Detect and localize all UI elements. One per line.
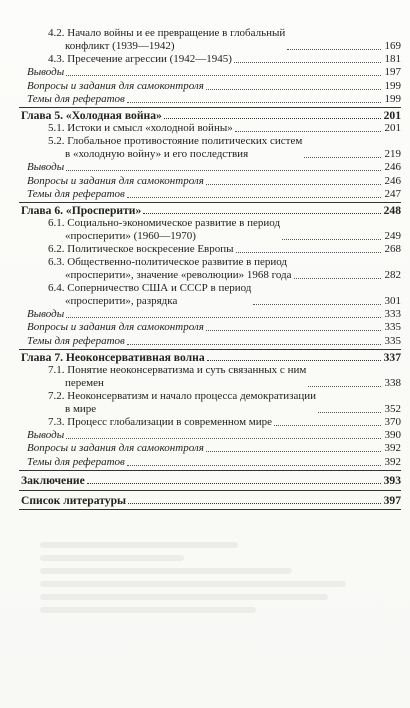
toc-page-number: 282	[384, 269, 401, 282]
toc-entry-title: Выводы	[27, 161, 65, 174]
toc-entry-title: Заключение	[21, 473, 85, 487]
dot-leader	[66, 75, 381, 76]
toc-section-entry	[19, 27, 401, 53]
toc-entry-title: 6.4. Соперничество США и СССР в период «просперити», разрядка	[48, 282, 252, 308]
toc-chapter-aux-entry	[19, 161, 401, 174]
dot-leader	[274, 425, 381, 426]
toc-entry-title: 6.3. Общественно-политическое развитие в период «просперити», значение «революции» 1968 года	[48, 256, 292, 282]
toc-chapter-aux-entry	[19, 334, 401, 347]
toc-chapter-aux-entry	[19, 66, 401, 79]
toc-page-number: 248	[383, 203, 401, 217]
dot-leader	[87, 483, 381, 484]
toc-chapter-heading	[19, 107, 401, 122]
toc-entry-title: Выводы	[27, 308, 65, 321]
toc-page-number: 390	[384, 429, 401, 442]
toc-entry-title: Темы для рефератов	[27, 455, 125, 468]
toc-entry-title: Вопросы и задания для самоконтроля	[27, 79, 204, 92]
toc-entry-title: Вопросы и задания для самоконтроля	[27, 321, 204, 334]
toc-entry-title: 4.3. Пресечение агрессии (1942—1945)	[48, 53, 232, 66]
toc-section-entry	[19, 53, 401, 66]
dot-leader	[318, 412, 381, 413]
dot-leader	[66, 438, 381, 439]
toc-page-number: 246	[384, 174, 401, 187]
toc-chapter-aux-entry	[19, 93, 401, 106]
toc-entry-title: 6.1. Социально-экономическое развитие в период «просперити» (1960—1970)	[48, 216, 281, 242]
dot-leader	[308, 386, 381, 387]
toc-entry-title: 6.2. Политическое воскресение Европы	[48, 243, 234, 256]
toc-section-entry	[19, 243, 401, 256]
toc-chapter-aux-entry	[19, 308, 401, 321]
toc-entry-title: Темы для рефератов	[27, 334, 125, 347]
toc-page-number: 201	[383, 108, 401, 122]
dot-leader	[206, 89, 381, 90]
toc-section-entry	[19, 217, 401, 243]
dot-leader	[127, 197, 381, 198]
dot-leader	[206, 184, 381, 185]
toc-page-number: 219	[384, 148, 401, 161]
toc-back-matter-entry	[19, 490, 401, 509]
toc-chapter-heading	[19, 349, 401, 364]
toc-back-matter-entry	[19, 470, 401, 489]
toc-page-number: 393	[383, 473, 401, 487]
toc-section-entry	[19, 282, 401, 308]
toc-page-number: 201	[384, 122, 401, 135]
toc-page-number: 392	[384, 455, 401, 468]
toc-entry-title: Темы для рефератов	[27, 187, 125, 200]
toc-page-number: 197	[384, 66, 401, 79]
rule-line	[19, 509, 401, 510]
toc-page-number: 392	[384, 442, 401, 455]
toc-entry-title: 5.1. Истоки и смысл «холодной войны»	[48, 122, 233, 135]
toc-entry-title: 7.1. Понятие неоконсерватизма и суть связанных с ним перемен	[48, 363, 307, 389]
toc-entry-title: Темы для рефератов	[27, 92, 125, 105]
dot-leader	[164, 118, 381, 119]
dot-leader	[127, 344, 381, 345]
toc-page-number: 249	[384, 229, 401, 242]
toc-section-entry	[19, 364, 401, 390]
toc-page-number: 352	[384, 402, 401, 415]
toc-entry-title: Список литературы	[21, 493, 127, 507]
toc-page-number: 337	[383, 350, 401, 364]
toc-chapter-aux-entry	[19, 455, 401, 468]
toc-page-number: 335	[384, 321, 401, 334]
toc-page-number: 338	[384, 376, 401, 389]
dot-leader	[287, 49, 381, 50]
dot-leader	[127, 102, 381, 103]
dot-leader	[128, 503, 381, 504]
toc-page-number: 169	[384, 40, 401, 52]
dot-leader	[206, 330, 381, 331]
toc-entry-title: Глава 6. «Просперити»	[21, 203, 142, 217]
toc-page-number: 268	[384, 243, 401, 256]
toc-page-number: 370	[384, 416, 401, 428]
dot-leader	[236, 252, 381, 253]
toc-chapter-aux-entry	[19, 174, 401, 187]
toc-entry-title: 7.2. Неоконсерватизм и начало процесса демократизации в мире	[48, 389, 317, 415]
toc-entry-title: Выводы	[27, 66, 65, 79]
toc-section-entry	[19, 256, 401, 282]
toc-chapter-aux-entry	[19, 79, 401, 92]
toc-section-entry	[19, 122, 401, 135]
toc-page-number: 199	[384, 79, 401, 92]
dot-leader	[206, 451, 381, 452]
toc-entry-title: Глава 5. «Холодная война»	[21, 108, 162, 122]
toc-section-entry	[19, 390, 401, 416]
toc-chapter-aux-entry	[19, 429, 401, 442]
toc-entry-title: 4.2. Начало войны и ее превращение в глобальный конфликт (1939—1942)	[48, 27, 286, 52]
toc-page-number: 333	[384, 308, 401, 321]
toc-page-number: 397	[383, 493, 401, 507]
toc-page-number: 247	[384, 187, 401, 200]
toc-entry-title: 5.2. Глобальное противостояние политических систем в «холодную войну» и его последствия	[48, 135, 303, 161]
bleed-through-text	[40, 535, 400, 685]
dot-leader	[66, 170, 381, 171]
toc-page-number: 181	[384, 53, 401, 66]
dot-leader	[235, 131, 381, 132]
toc-entry-title: Вопросы и задания для самоконтроля	[27, 442, 204, 455]
toc-chapter-aux-entry	[19, 188, 401, 201]
toc-chapter-aux-entry	[19, 442, 401, 455]
toc-entry-title: 7.3. Процесс глобализации в современном мире	[48, 416, 273, 428]
toc-entry-title: Глава 7. Неоконсервативная волна	[21, 350, 205, 364]
toc-page-number: 335	[384, 334, 401, 347]
toc-section-entry	[19, 135, 401, 161]
toc-chapter-heading	[19, 202, 401, 217]
dot-leader	[207, 360, 381, 361]
toc-entry-title: Вопросы и задания для самоконтроля	[27, 174, 204, 187]
toc-chapter-aux-entry	[19, 321, 401, 334]
dot-leader	[304, 157, 381, 158]
toc-page-number: 301	[384, 295, 401, 308]
dot-leader	[253, 304, 381, 305]
dot-leader	[294, 278, 381, 279]
toc-section-entry	[19, 416, 401, 429]
dot-leader	[143, 213, 381, 214]
dot-leader	[127, 465, 381, 466]
dot-leader	[234, 62, 381, 63]
toc-page-number: 199	[384, 92, 401, 105]
toc-entry-title: Выводы	[27, 429, 65, 442]
dot-leader	[282, 239, 381, 240]
toc-page-number: 246	[384, 161, 401, 174]
table-of-contents	[19, 27, 401, 510]
dot-leader	[66, 317, 381, 318]
